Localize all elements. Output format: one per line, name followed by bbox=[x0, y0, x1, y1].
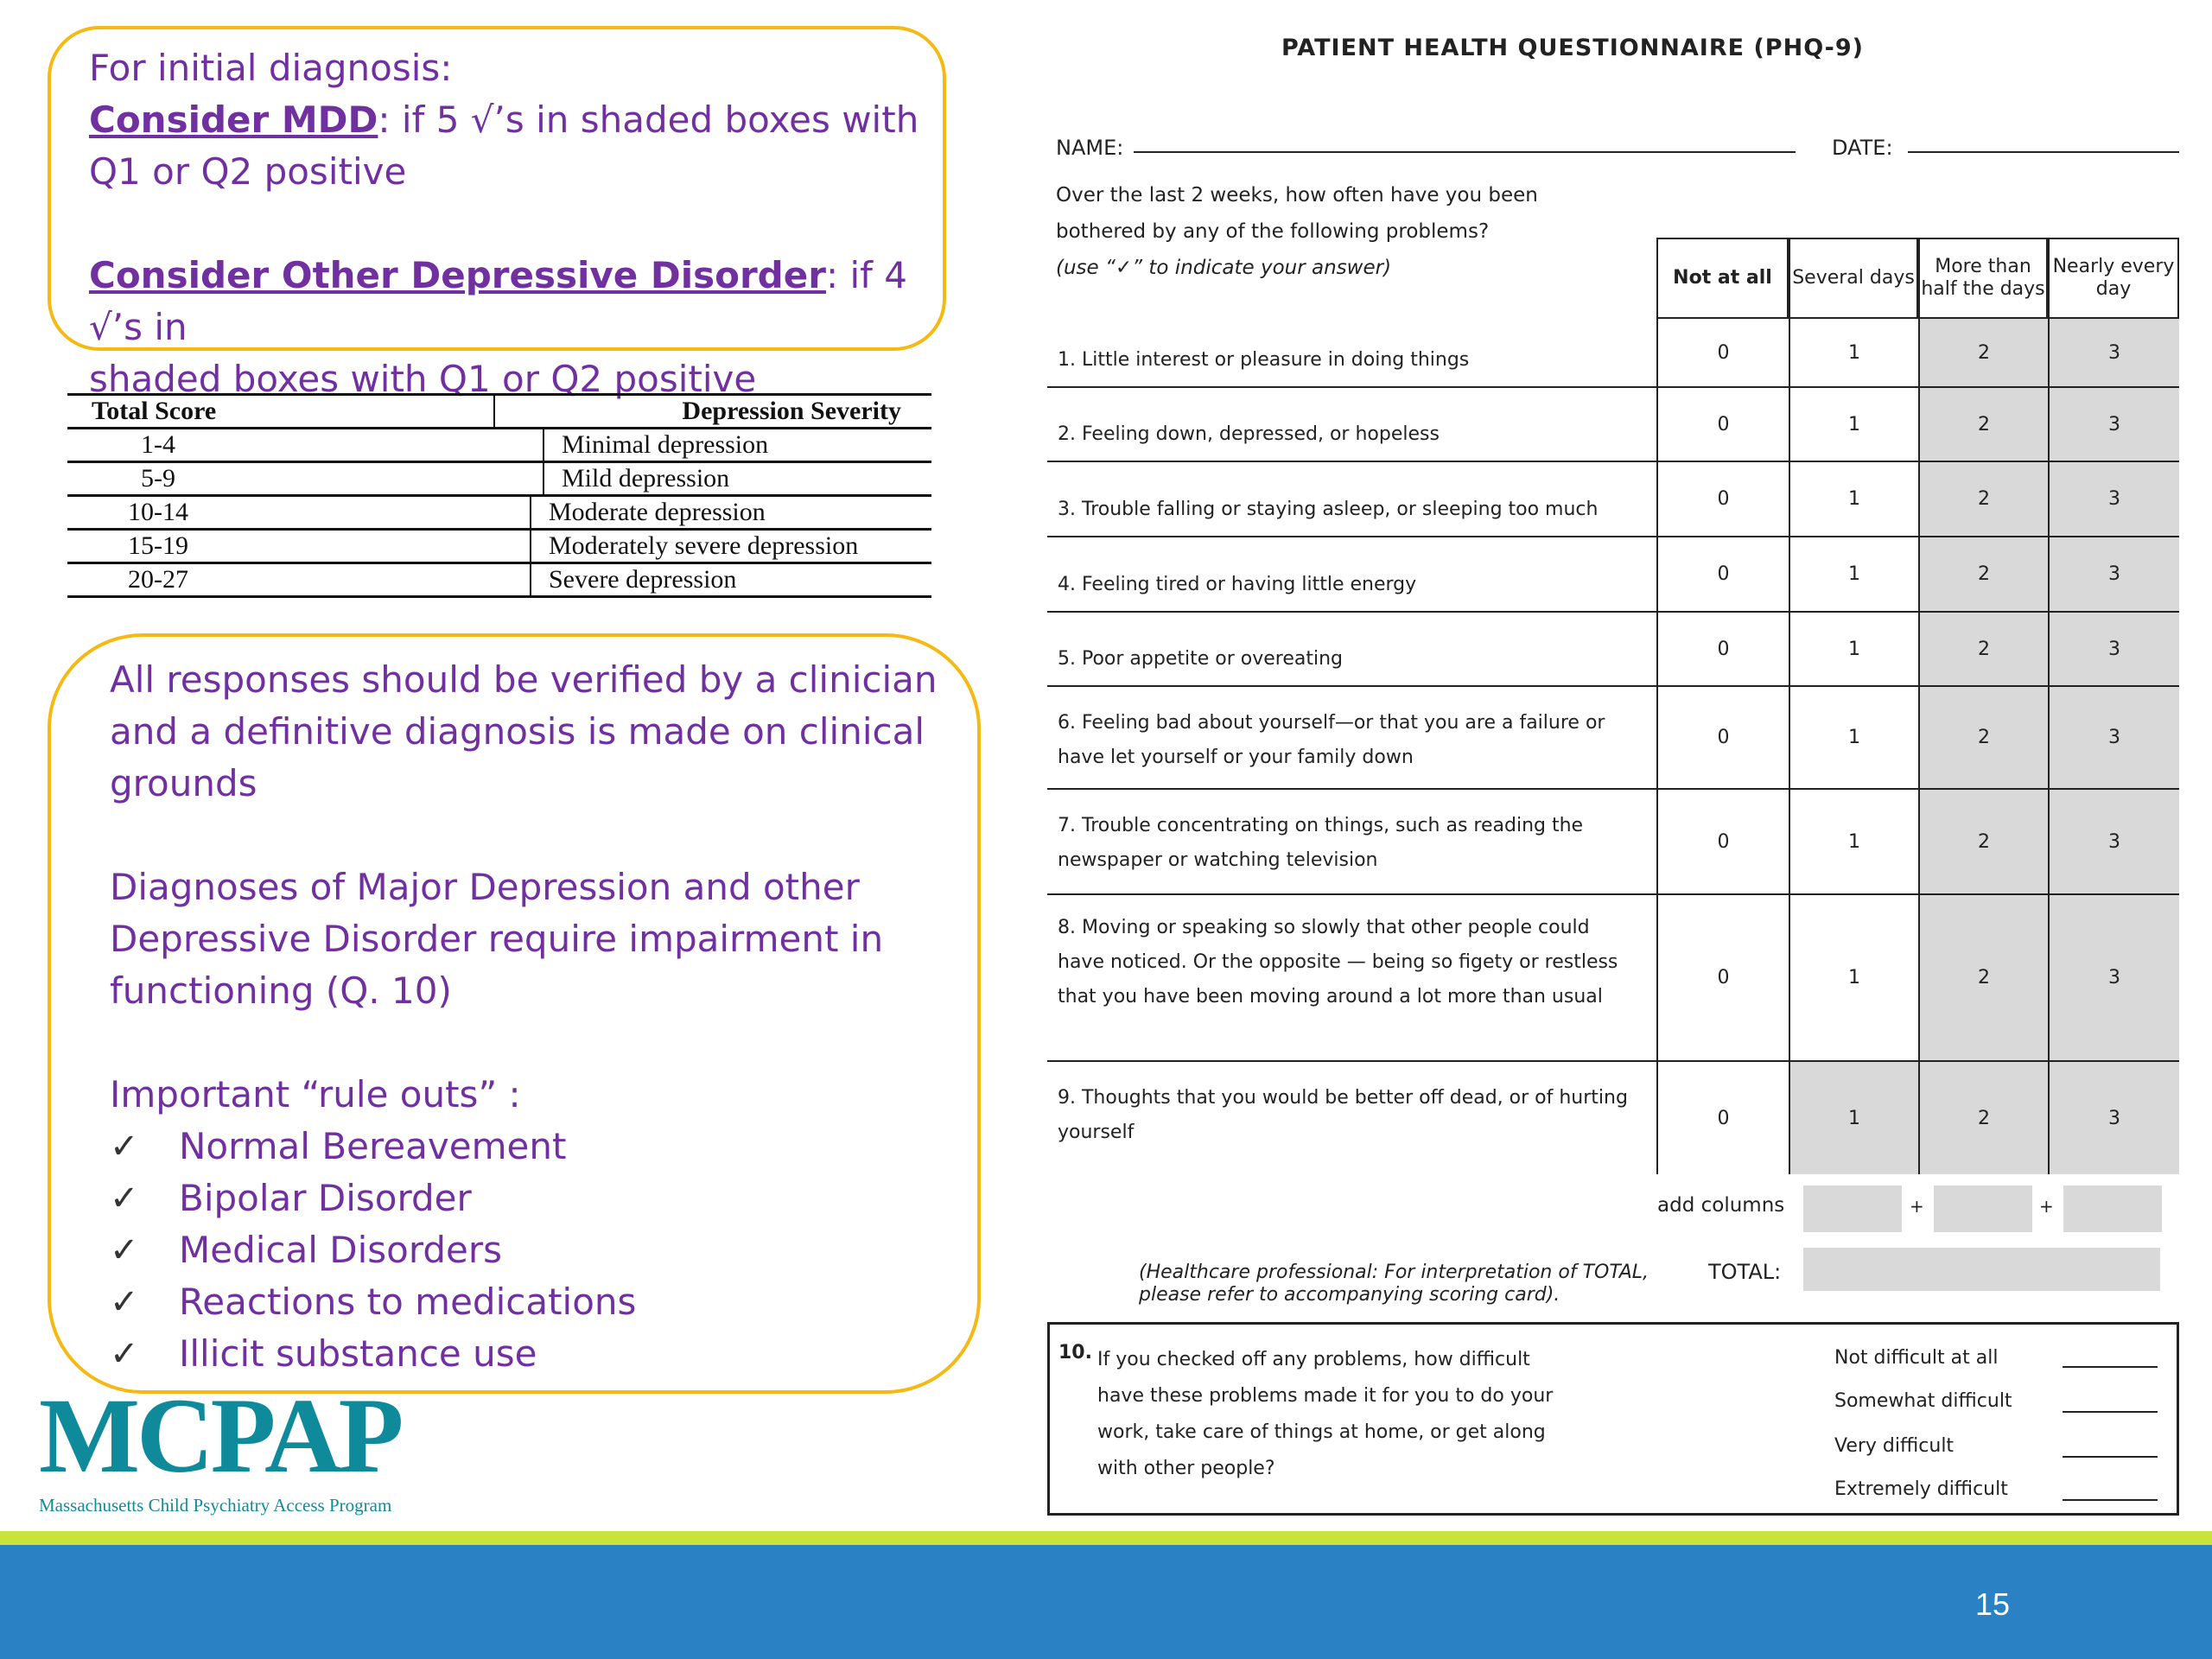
table-row bbox=[67, 497, 931, 531]
score-cell[interactable]: 0 bbox=[1656, 537, 1789, 611]
score-cell[interactable]: 0 bbox=[1656, 613, 1789, 685]
score-range: 1-4 bbox=[67, 429, 544, 461]
impairment-note: Diagnoses of Major Depression and other bbox=[110, 866, 860, 908]
difficulty-answer-line[interactable] bbox=[2063, 1499, 2158, 1501]
score-cell-shaded[interactable]: 2 bbox=[1918, 687, 2048, 788]
score-cell-shaded[interactable]: 3 bbox=[2048, 319, 2179, 386]
difficulty-option: Very difficult bbox=[1834, 1435, 1955, 1457]
name-label: NAME: bbox=[1056, 136, 1124, 160]
score-cell-shaded[interactable]: 2 bbox=[1918, 319, 2048, 386]
question-text: 3. Trouble falling or staying asleep, or sleeping too much bbox=[1058, 499, 1599, 520]
column-header-not-at-all: Not at all bbox=[1656, 238, 1789, 319]
score-cell-shaded[interactable]: 3 bbox=[2048, 895, 2179, 1060]
table-row bbox=[67, 463, 931, 497]
logo-subtitle: Massachusetts Child Psychiatry Access Program bbox=[39, 1495, 392, 1516]
difficulty-option: Somewhat difficult bbox=[1834, 1390, 2012, 1412]
question-row bbox=[1047, 790, 2179, 895]
table-row bbox=[67, 531, 931, 564]
question-row bbox=[1047, 537, 2179, 613]
difficulty-answer-line[interactable] bbox=[2063, 1456, 2158, 1458]
question-row bbox=[1047, 687, 2179, 790]
instructions-line: Over the last 2 weeks, how often have you been bbox=[1056, 184, 1538, 207]
rule-out-label: Illicit substance use bbox=[179, 1332, 537, 1375]
list-item bbox=[110, 1328, 938, 1380]
table-row bbox=[67, 429, 931, 463]
header-total-score: Total Score bbox=[67, 396, 495, 427]
checkmark-icon: ✓ bbox=[110, 1179, 139, 1218]
score-cell-shaded[interactable]: 3 bbox=[2048, 388, 2179, 461]
severity-label: Severe depression bbox=[549, 565, 737, 594]
checkmark-icon: ✓ bbox=[110, 1334, 139, 1374]
score-cell-shaded[interactable]: 3 bbox=[2048, 790, 2179, 893]
question-row bbox=[1047, 388, 2179, 462]
consider-mdd-label: Consider MDD bbox=[89, 99, 378, 141]
severity-table bbox=[67, 393, 931, 598]
score-cell-shaded[interactable]: 2 bbox=[1918, 790, 2048, 893]
total-box[interactable] bbox=[1803, 1248, 2160, 1291]
question-text: 6. Feeling bad about yourself—or that you are a failure or have let yourself or your family down bbox=[1058, 712, 1605, 768]
column-header-several-days: Several days bbox=[1789, 238, 1918, 319]
interpretation-note: (Healthcare professional: For interpretation of TOTAL, please refer to accompanying scoring card). bbox=[1139, 1262, 1649, 1306]
score-cell[interactable]: 1 bbox=[1789, 537, 1918, 611]
score-cell[interactable]: 1 bbox=[1789, 319, 1918, 386]
question-row bbox=[1047, 319, 2179, 388]
header-depression-severity: Depression Severity bbox=[682, 397, 901, 425]
question-text: 7. Trouble concentrating on things, such as reading the newspaper or watching television bbox=[1058, 815, 1584, 871]
total-label: TOTAL: bbox=[1708, 1260, 1782, 1284]
score-cell-shaded[interactable]: 2 bbox=[1918, 388, 2048, 461]
question-row bbox=[1047, 895, 2179, 1062]
score-cell[interactable]: 0 bbox=[1656, 388, 1789, 461]
score-range: 10-14 bbox=[67, 497, 531, 528]
question-text: 4. Feeling tired or having little energy bbox=[1058, 574, 1417, 595]
score-cell-shaded[interactable]: 3 bbox=[2048, 687, 2179, 788]
column-header-more-than-half: More than half the days bbox=[1918, 238, 2048, 319]
score-cell-shaded[interactable]: 2 bbox=[1918, 613, 2048, 685]
consider-other-rule: : if 4 √’s in bbox=[89, 254, 907, 348]
score-cell-shaded[interactable]: 3 bbox=[2048, 613, 2179, 685]
question-row bbox=[1047, 613, 2179, 687]
add-columns-label: add columns bbox=[1657, 1194, 1785, 1217]
rule-outs-title: Important “rule outs” : bbox=[110, 1073, 521, 1116]
score-cell[interactable]: 1 bbox=[1789, 613, 1918, 685]
checkmark-icon: ✓ bbox=[110, 1282, 139, 1322]
severity-table-header bbox=[67, 393, 931, 429]
difficulty-answer-line[interactable] bbox=[2063, 1366, 2158, 1368]
score-cell[interactable]: 1 bbox=[1789, 462, 1918, 536]
score-cell-shaded[interactable]: 2 bbox=[1918, 895, 2048, 1060]
mcpap-logo bbox=[39, 1376, 401, 1516]
score-cell-shaded[interactable]: 3 bbox=[2048, 1062, 2179, 1174]
question-row bbox=[1047, 1062, 2179, 1174]
difficulty-option: Extremely difficult bbox=[1834, 1478, 2008, 1500]
column-sum-box[interactable] bbox=[2063, 1185, 2162, 1232]
verification-note-cont: grounds bbox=[110, 762, 257, 804]
page-number: 15 bbox=[1975, 1586, 2011, 1622]
difficulty-option: Not difficult at all bbox=[1834, 1347, 1999, 1369]
column-header-nearly-every-day: Nearly every day bbox=[2048, 238, 2179, 319]
severity-label: Moderately severe depression bbox=[549, 531, 859, 560]
score-cell[interactable]: 0 bbox=[1656, 790, 1789, 893]
question-text: 2. Feeling down, depressed, or hopeless bbox=[1058, 423, 1440, 445]
question-text: 1. Little interest or pleasure in doing things bbox=[1058, 349, 1470, 371]
score-cell-shaded[interactable]: 2 bbox=[1918, 537, 2048, 611]
score-cell[interactable]: 1 bbox=[1789, 388, 1918, 461]
rule-out-label: Medical Disorders bbox=[179, 1229, 503, 1271]
score-cell[interactable]: 0 bbox=[1656, 319, 1789, 386]
question-text: 9. Thoughts that you would be better off dead, or of hurting yourself bbox=[1058, 1087, 1628, 1143]
severity-label: Moderate depression bbox=[549, 498, 766, 526]
date-label: DATE: bbox=[1832, 136, 1893, 160]
question-text: 8. Moving or speaking so slowly that other people could have noticed. Or the opposite — being so figety or restless that you have been moving around a lot more than usual bbox=[1058, 917, 1618, 1007]
footer-accent-stripe bbox=[0, 1531, 2212, 1545]
consider-other-rule-cont: shaded boxes with Q1 or Q2 positive bbox=[89, 358, 757, 400]
question-10-number: 10. bbox=[1058, 1342, 1092, 1363]
score-cell-shaded[interactable]: 2 bbox=[1918, 462, 2048, 536]
consider-mdd-rule-cont: Q1 or Q2 positive bbox=[89, 150, 407, 193]
consider-mdd-rule: : if 5 √’s in shaded boxes with bbox=[378, 99, 919, 141]
question-10-box bbox=[1047, 1322, 2179, 1516]
score-cell-shaded[interactable]: 3 bbox=[2048, 462, 2179, 536]
score-cell[interactable]: 0 bbox=[1656, 895, 1789, 1060]
score-range: 15-19 bbox=[67, 531, 531, 562]
score-cell-shaded[interactable]: 2 bbox=[1918, 1062, 2048, 1174]
score-range: 20-27 bbox=[67, 564, 531, 595]
question-row bbox=[1047, 462, 2179, 537]
form-title: PATIENT HEALTH QUESTIONNAIRE (PHQ-9) bbox=[1281, 35, 1864, 61]
callout-heading: For initial diagnosis: bbox=[89, 47, 453, 89]
instructions bbox=[1056, 177, 1661, 286]
clinical-notes-callout bbox=[48, 633, 981, 1394]
column-sum-box[interactable] bbox=[1803, 1185, 1902, 1232]
instructions-line: bothered by any of the following problems? bbox=[1056, 220, 1490, 243]
score-cell-shaded[interactable]: 3 bbox=[2048, 537, 2179, 611]
list-item bbox=[110, 1224, 938, 1276]
date-field[interactable] bbox=[1908, 151, 2179, 153]
impairment-note-cont: functioning (Q. 10) bbox=[110, 969, 452, 1012]
rule-out-label: Normal Bereavement bbox=[179, 1125, 567, 1167]
list-item bbox=[110, 1173, 938, 1224]
severity-label: Mild depression bbox=[562, 464, 730, 493]
name-field[interactable] bbox=[1134, 151, 1796, 153]
table-row bbox=[67, 564, 931, 598]
instructions-note: (use “✓” to indicate your answer) bbox=[1056, 257, 1392, 279]
list-item bbox=[110, 1276, 938, 1328]
list-item bbox=[110, 1121, 938, 1173]
column-sum-box[interactable] bbox=[1934, 1185, 2032, 1232]
verification-note: All responses should be verified by a clinician bbox=[110, 658, 938, 701]
verification-note-cont: and a definitive diagnosis is made on clinical bbox=[110, 710, 925, 753]
plus-sign: + bbox=[2039, 1196, 2054, 1217]
footer-bar bbox=[0, 1545, 2212, 1659]
consider-other-label: Consider Other Depressive Disorder bbox=[89, 254, 826, 296]
score-cell[interactable]: 1 bbox=[1789, 687, 1918, 788]
score-range: 5-9 bbox=[67, 463, 544, 494]
score-cell-shaded[interactable]: 1 bbox=[1789, 1062, 1918, 1174]
difficulty-answer-line[interactable] bbox=[2063, 1411, 2158, 1413]
checkmark-icon: ✓ bbox=[110, 1230, 139, 1270]
initial-diagnosis-callout bbox=[48, 26, 946, 400]
logo-wordmark: MCPAP bbox=[39, 1376, 401, 1495]
severity-label: Minimal depression bbox=[562, 430, 769, 459]
impairment-note-cont: Depressive Disorder require impairment in bbox=[110, 918, 884, 960]
plus-sign: + bbox=[1910, 1196, 1924, 1217]
score-cell[interactable]: 0 bbox=[1656, 687, 1789, 788]
question-10-text: If you checked off any problems, how difficult have these problems made it for you to do your work, take care of things at home, or get along with other people? bbox=[1097, 1349, 1554, 1479]
checkmark-icon: ✓ bbox=[110, 1127, 139, 1166]
score-cell[interactable]: 1 bbox=[1789, 790, 1918, 893]
rule-out-label: Reactions to medications bbox=[179, 1281, 637, 1323]
score-cell[interactable]: 0 bbox=[1656, 462, 1789, 536]
question-text: 5. Poor appetite or overeating bbox=[1058, 648, 1343, 670]
score-cell[interactable]: 0 bbox=[1656, 1062, 1789, 1174]
rule-out-label: Bipolar Disorder bbox=[179, 1177, 472, 1219]
score-cell[interactable]: 1 bbox=[1789, 895, 1918, 1060]
